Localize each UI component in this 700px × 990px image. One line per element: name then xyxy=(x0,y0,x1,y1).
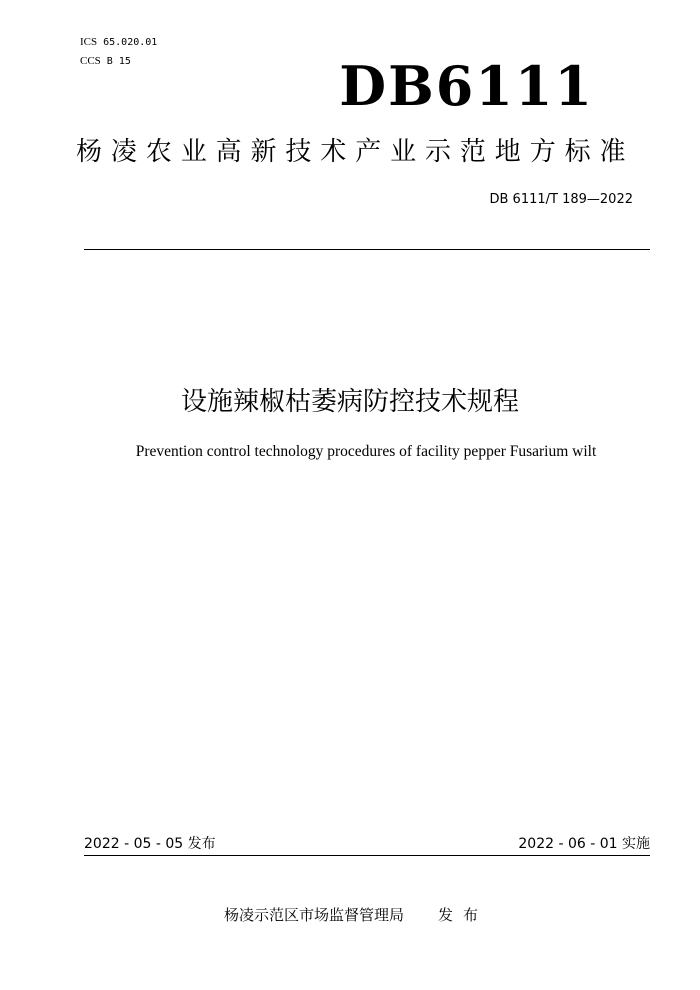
top-divider xyxy=(84,249,650,250)
ccs-classification xyxy=(80,54,131,69)
standard-type: 杨凌农业高新技术产业示范地方标准 xyxy=(76,137,635,167)
ics-classification xyxy=(80,35,157,50)
document-title-english: Prevention control technology procedures of facility pepper Fusarium wilt xyxy=(135,443,597,460)
issuing-authority xyxy=(224,905,488,925)
bottom-divider xyxy=(84,855,650,856)
standard-code: DB6111 xyxy=(339,54,594,118)
ccs-label: CCS xyxy=(80,55,101,67)
issuer-name: 杨凌示范区市场监督管理局 xyxy=(224,906,405,924)
implementation-date: 2022 - 06 - 01 实施 xyxy=(518,836,650,852)
ics-code: 65.020.01 xyxy=(103,37,158,48)
ics-label: ICS xyxy=(80,36,98,48)
issue-date: 2022 - 05 - 05 发布 xyxy=(84,836,216,852)
ccs-code: B 15 xyxy=(106,56,131,67)
standard-number: DB 6111/T 189—2022 xyxy=(489,192,633,207)
document-title-chinese: 设施辣椒枯萎病防控技术规程 xyxy=(180,387,519,417)
issuer-action: 发布 xyxy=(438,906,489,924)
